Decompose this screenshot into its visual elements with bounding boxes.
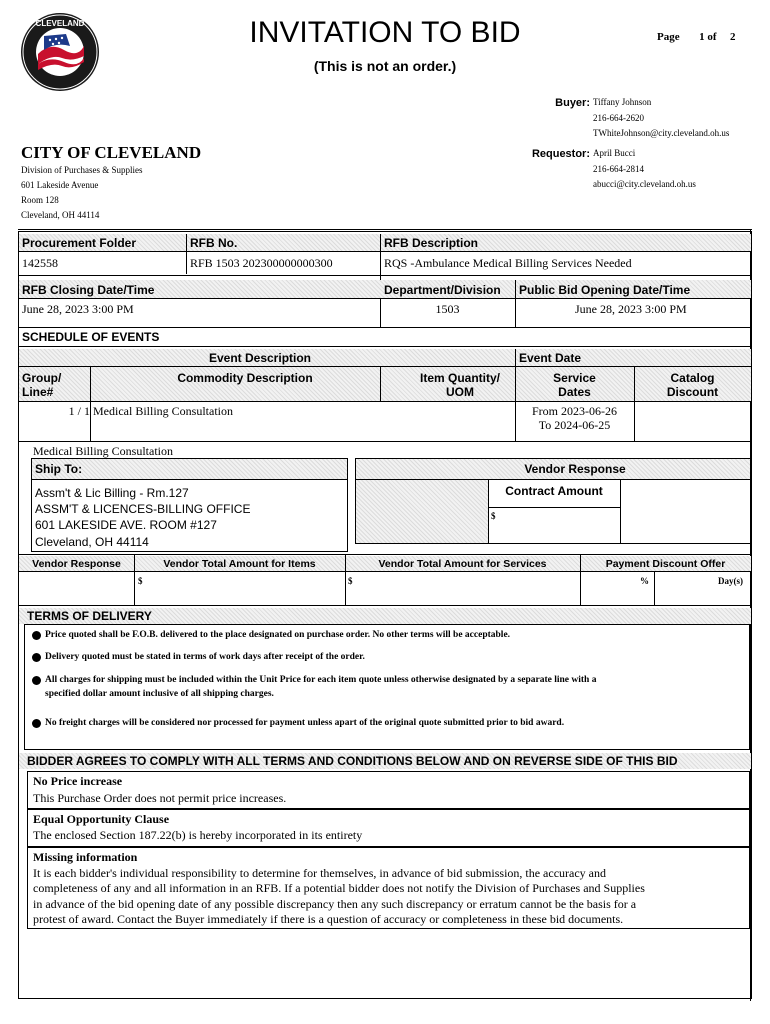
- org-line-2: 601 Lakeside Avenue: [21, 180, 99, 190]
- rfb-description-value: RQS -Ambulance Medical Billing Services Needed: [384, 256, 632, 270]
- buyer-name: Tiffany Johnson: [593, 97, 652, 107]
- bullet-icon: [32, 719, 41, 728]
- vendor-totals-response-label: Vendor Response: [32, 558, 121, 570]
- items-dollar: $: [138, 576, 143, 586]
- term-4: No freight charges will be considered nor processed for payment unless apart of the original quote submitted prior to bid award.: [45, 718, 565, 728]
- buyer-phone: 216-664-2620: [593, 113, 644, 123]
- bullet-icon: [32, 631, 41, 640]
- org-line-1: Division of Purchases & Supplies: [21, 165, 143, 175]
- opening-date-label: Public Bid Opening Date/Time: [519, 283, 691, 297]
- bullet-icon: [32, 676, 41, 685]
- org-line-4: Cleveland, OH 44114: [21, 210, 100, 220]
- event-description-header: Event Description: [208, 351, 312, 365]
- opening-date-value: June 28, 2023 3:00 PM: [575, 302, 687, 316]
- contract-amount-dollar: $: [491, 511, 496, 521]
- term-3a: All charges for shipping must be included within the Unit Price for each item quote unless otherwise designated by a separate line with a: [45, 675, 597, 685]
- page-of: of: [707, 31, 717, 43]
- procurement-folder-value: 142558: [22, 256, 58, 270]
- rfb-no-label: RFB No.: [190, 236, 238, 250]
- row-line-number: 1 / 1: [68, 404, 90, 418]
- closing-date-value: June 28, 2023 3:00 PM: [22, 302, 134, 316]
- row-service-to: To 2024-06-25: [538, 418, 611, 432]
- col-group-header: Group/ Line#: [22, 371, 62, 399]
- terms-title: TERMS OF DELIVERY: [27, 609, 152, 623]
- vendor-totals-items-label: Vendor Total Amount for Items: [163, 558, 316, 570]
- col-quantity-header: Item Quantity/ UOM: [419, 371, 500, 399]
- clause-3-line-3: in advance of the bid opening date of any possible discrepancy then any such discrepancy or erratum cannot be the basis for a: [33, 897, 637, 911]
- vendor-response-title: Vendor Response: [524, 462, 626, 476]
- vendor-totals-services-label: Vendor Total Amount for Services: [378, 558, 547, 570]
- requestor-email: abucci@city.cleveland.oh.us: [593, 179, 696, 189]
- page-number: 1: [699, 31, 705, 43]
- ship-to-line-1: Assm't & Lic Billing - Rm.127: [35, 486, 189, 500]
- payment-discount-label: Payment Discount Offer: [605, 558, 726, 570]
- ship-to-line-2: ASSM'T & LICENCES-BILLING OFFICE: [35, 502, 251, 516]
- discount-percent: %: [640, 576, 649, 586]
- clause-3-line-2: completeness of any and all information in an RFB. If a potential bidder does not notify the Division of Purchases and Supplies: [33, 881, 645, 895]
- row-commodity: Medical Billing Consultation: [93, 404, 233, 418]
- schedule-title: SCHEDULE OF EVENTS: [22, 330, 160, 344]
- page-subtitle: (This is not an order.): [313, 58, 457, 74]
- buyer-label: Buyer:: [555, 97, 590, 109]
- page-indicator: [657, 31, 736, 43]
- contract-amount-input[interactable]: [500, 509, 618, 543]
- services-amount-input[interactable]: [356, 574, 576, 602]
- row-service-from: From 2023-06-26: [532, 404, 617, 418]
- item-detail-description: Medical Billing Consultation: [33, 444, 173, 458]
- rfb-no-value: RFB 1503 202300000000300: [190, 256, 333, 270]
- col-catalog-discount-header: Catalog Discount: [666, 371, 719, 399]
- city-seal-logo: [20, 12, 100, 92]
- ship-to-label: Ship To:: [35, 462, 83, 476]
- clause-2-title: Equal Opportunity Clause: [33, 812, 170, 826]
- term-2: Delivery quoted must be stated in terms of work days after receipt of the order.: [45, 652, 365, 662]
- services-dollar: $: [348, 576, 353, 586]
- requestor-phone: 216-664-2814: [593, 164, 644, 174]
- clause-2-text: The enclosed Section 187.22(b) is hereby incorporated in its entirety: [33, 828, 363, 842]
- clause-3-title: Missing information: [33, 850, 138, 864]
- discount-percent-input[interactable]: [584, 574, 638, 602]
- event-date-header: Event Date: [519, 351, 582, 365]
- svg-text:CLEVELAND: CLEVELAND: [35, 19, 85, 28]
- department-value: 1503: [435, 302, 460, 316]
- requestor-label: Requestor:: [531, 148, 590, 160]
- org-line-3: Room 128: [21, 195, 59, 205]
- col-commodity-header: Commodity Description: [177, 371, 313, 385]
- term-3b: specified dollar amount inclusive of all shipping charges.: [45, 689, 274, 699]
- rfb-description-label: RFB Description: [384, 236, 479, 250]
- org-name: CITY OF CLEVELAND: [21, 143, 202, 162]
- requestor-name: April Bucci: [593, 148, 636, 158]
- procurement-folder-label: Procurement Folder: [22, 236, 137, 250]
- ship-to-line-4: Cleveland, OH 44114: [35, 535, 149, 549]
- page-total: 2: [730, 31, 736, 43]
- clause-1-text: This Purchase Order does not permit price increases.: [33, 791, 287, 805]
- discount-days: Day(s): [718, 576, 743, 586]
- discount-days-input[interactable]: [658, 574, 716, 602]
- bullet-icon: [32, 653, 41, 662]
- term-1: Price quoted shall be F.O.B. delivered to the place designated on purchase order. No other terms will be acceptable.: [45, 630, 511, 640]
- col-service-dates-header: Service Dates: [553, 371, 596, 399]
- page-title: INVITATION TO BID: [249, 16, 521, 49]
- page-label: Page: [657, 31, 680, 43]
- clause-3-line-1: It is each bidder's individual responsibility to determine for themselves, in advance of bid submission, the accuracy and: [33, 866, 607, 880]
- ship-to-line-3: 601 LAKESIDE AVE. ROOM #127: [35, 518, 217, 532]
- bidder-agrees-title: BIDDER AGREES TO COMPLY WITH ALL TERMS AND CONDITIONS BELOW AND ON REVERSE SIDE OF THIS BID: [27, 754, 678, 768]
- buyer-email: TWhiteJohnson@city.cleveland.oh.us: [593, 128, 730, 138]
- contract-amount-label: Contract Amount: [505, 484, 603, 498]
- department-label: Department/Division: [384, 283, 501, 297]
- items-amount-input[interactable]: [146, 574, 342, 602]
- closing-date-label: RFB Closing Date/Time: [22, 283, 155, 297]
- clause-3-line-4: protest of award. Contact the Buyer immediately if there is a question of accuracy or completeness in these bid documents.: [33, 912, 624, 926]
- clause-1-title: No Price increase: [33, 774, 123, 788]
